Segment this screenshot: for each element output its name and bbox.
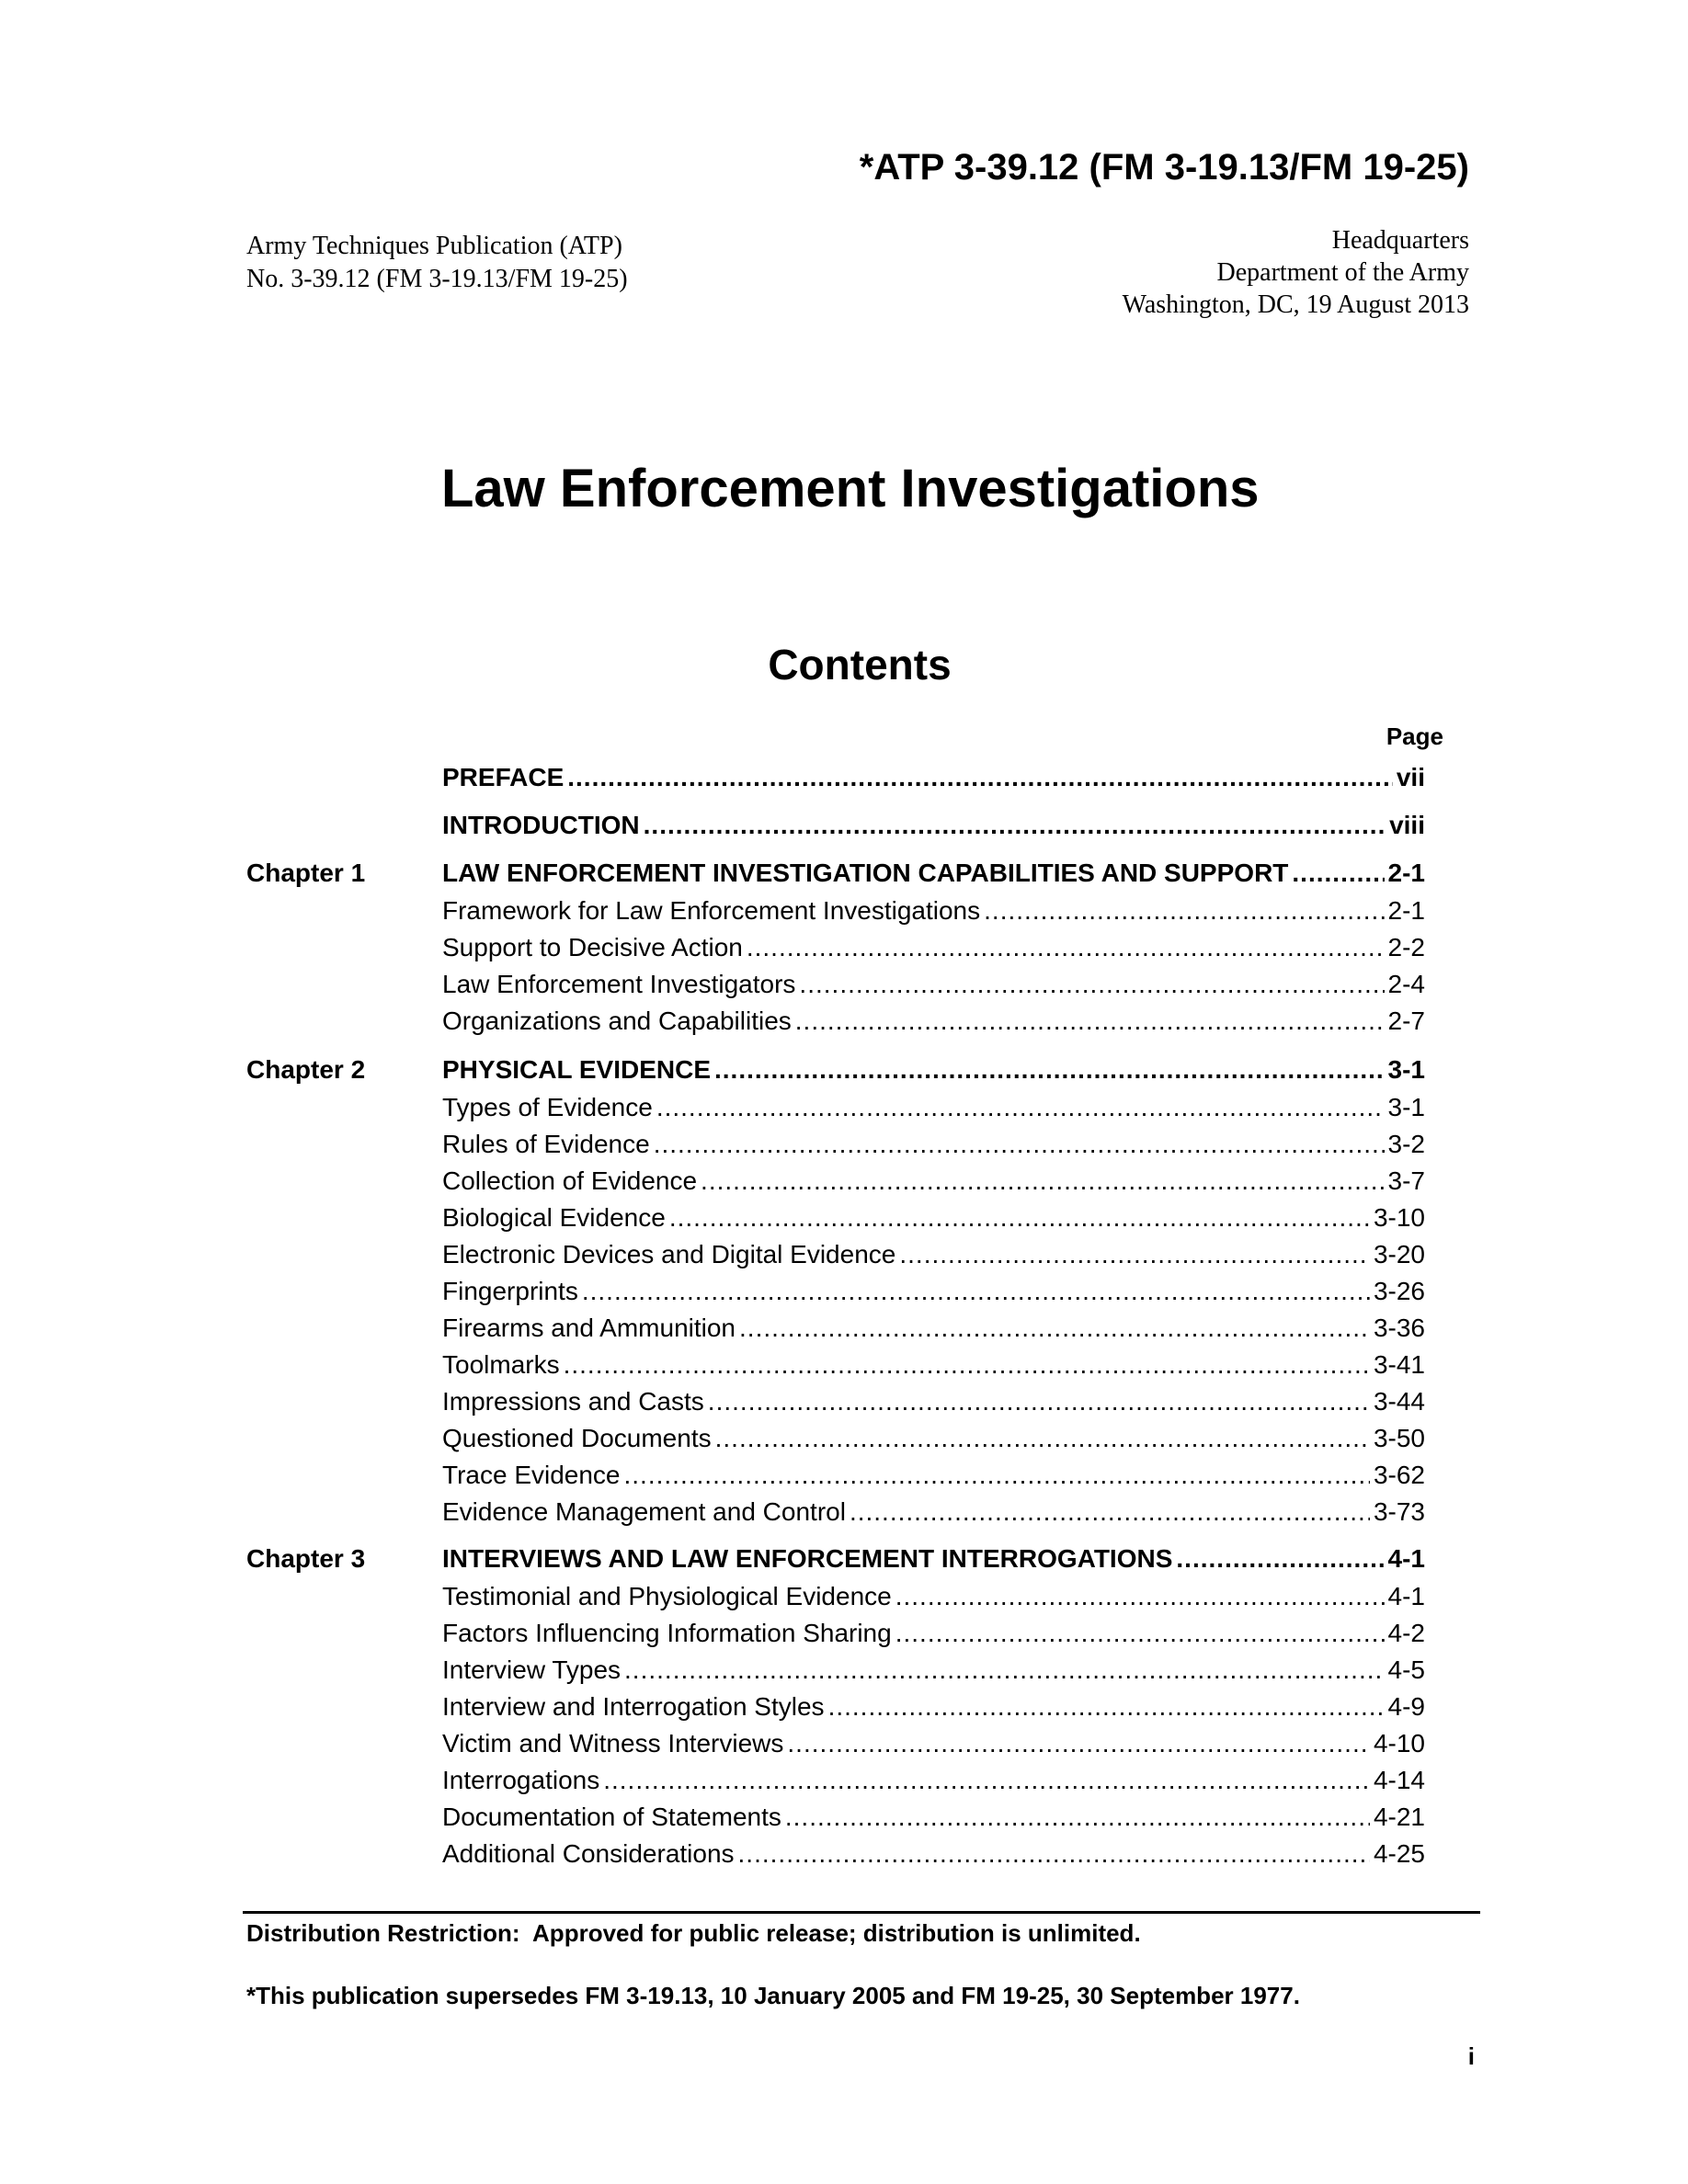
dot-leader xyxy=(739,1310,1370,1347)
toc-entry-page: 2-4 xyxy=(1387,970,1425,998)
toc-entry-page: 3-36 xyxy=(1373,1314,1425,1342)
toc-section-entry[interactable] xyxy=(442,1799,1425,1836)
toc-entry-page: 3-44 xyxy=(1373,1387,1425,1416)
dot-leader xyxy=(714,1052,1385,1088)
dot-leader xyxy=(669,1200,1370,1236)
toc-entry-title: Interrogations xyxy=(442,1766,600,1794)
toc-section-entry[interactable] xyxy=(442,1310,1425,1347)
contents-heading: Contents xyxy=(768,641,952,688)
dot-leader xyxy=(701,1163,1384,1200)
toc-entry-title: Framework for Law Enforcement Investigations xyxy=(442,896,981,925)
issuing-authority-block xyxy=(1123,224,1469,321)
toc-entry-page: 2-7 xyxy=(1387,1007,1425,1035)
toc-entry-title: Factors Influencing Information Sharing xyxy=(442,1619,892,1647)
toc-entry-title: Additional Considerations xyxy=(442,1839,735,1868)
toc-section-entry[interactable] xyxy=(442,1652,1425,1689)
dot-leader xyxy=(656,1089,1385,1126)
toc-entry-title: Firearms and Ammunition xyxy=(442,1314,736,1342)
chapter-label: Chapter 2 xyxy=(246,1055,366,1084)
toc-entry-title: INTRODUCTION xyxy=(442,811,640,839)
toc-entry-title: Law Enforcement Investigators xyxy=(442,970,796,998)
toc-section-entry[interactable] xyxy=(442,1615,1425,1652)
toc-entry-page: 3-26 xyxy=(1373,1277,1425,1305)
chapter-label: Chapter 3 xyxy=(246,1544,366,1573)
dot-leader xyxy=(1292,855,1384,892)
toc-entry-title: Collection of Evidence xyxy=(442,1166,698,1195)
toc-entry-page: 3-50 xyxy=(1373,1424,1425,1452)
dot-leader xyxy=(850,1494,1370,1530)
toc-entry-page: 2-1 xyxy=(1387,859,1425,887)
page-number: i xyxy=(1467,2042,1475,2070)
toc-entry-page: 4-1 xyxy=(1387,1544,1425,1573)
toc-entry-title: Types of Evidence xyxy=(442,1093,653,1121)
toc-entry-title: Interview Types xyxy=(442,1655,622,1684)
toc-entry-page: 3-41 xyxy=(1373,1350,1425,1379)
dot-leader xyxy=(582,1273,1370,1310)
toc-section-entry[interactable] xyxy=(442,1273,1425,1310)
toc-entry-title: PHYSICAL EVIDENCE xyxy=(442,1055,711,1084)
page-column-label: Page xyxy=(1386,722,1443,750)
toc-section-entry[interactable] xyxy=(442,1578,1425,1615)
toc-section-entry[interactable] xyxy=(442,1003,1425,1040)
toc-chapter-entry[interactable] xyxy=(442,1052,1425,1088)
toc-section-entry[interactable] xyxy=(442,929,1425,966)
toc-section-entry[interactable] xyxy=(442,1163,1425,1200)
toc-entry-title: Impressions and Casts xyxy=(442,1387,704,1416)
toc-entry-page: 3-1 xyxy=(1387,1055,1425,1084)
toc-entry-page: viii xyxy=(1389,811,1425,839)
toc-front-matter-entry[interactable] xyxy=(442,759,1425,796)
toc-entry-title: Interview and Interrogation Styles xyxy=(442,1692,825,1721)
publication-type-line: Army Techniques Publication (ATP) xyxy=(246,232,622,260)
toc-entry-title: Biological Evidence xyxy=(442,1203,666,1232)
toc-entry-title: INTERVIEWS AND LAW ENFORCEMENT INTERROGATIONS xyxy=(442,1544,1173,1573)
dot-leader xyxy=(603,1762,1370,1799)
dot-leader xyxy=(654,1126,1385,1163)
dot-leader xyxy=(644,807,1386,844)
toc-entry-title: Organizations and Capabilities xyxy=(442,1007,792,1035)
toc-entry-page: 2-2 xyxy=(1387,933,1425,961)
toc-section-entry[interactable] xyxy=(442,1383,1425,1420)
toc-entry-page: 2-1 xyxy=(1387,896,1425,925)
dot-leader xyxy=(828,1689,1385,1725)
toc-section-entry[interactable] xyxy=(442,1236,1425,1273)
dot-leader xyxy=(787,1725,1370,1762)
toc-section-entry[interactable] xyxy=(442,1836,1425,1872)
toc-entry-title: Documentation of Statements xyxy=(442,1803,781,1831)
headquarters-line: Headquarters xyxy=(1331,226,1469,255)
chapter-label: Chapter 1 xyxy=(246,859,366,887)
toc-entry-page: 3-10 xyxy=(1373,1203,1425,1232)
dot-leader xyxy=(624,1457,1370,1494)
publication-number-line: No. 3-39.12 (FM 3-19.13/FM 19-25) xyxy=(246,265,628,293)
toc-entry-title: Support to Decisive Action xyxy=(442,933,743,961)
toc-section-entry[interactable] xyxy=(442,1494,1425,1530)
toc-entry-page: 4-2 xyxy=(1387,1619,1425,1647)
toc-entry-page: 3-73 xyxy=(1373,1497,1425,1526)
toc-entry-page: 3-2 xyxy=(1387,1130,1425,1158)
toc-entry-title: Rules of Evidence xyxy=(442,1130,650,1158)
dot-leader xyxy=(895,1578,1385,1615)
supersedes-note: *This publication supersedes FM 3-19.13, 10 January 2005 and FM 19-25, 30 September 1977. xyxy=(246,1982,1300,2009)
toc-entry-title: Evidence Management and Control xyxy=(442,1497,846,1526)
toc-section-entry[interactable] xyxy=(442,1126,1425,1163)
dot-leader xyxy=(895,1615,1385,1652)
dot-leader xyxy=(624,1652,1385,1689)
toc-chapter-entry[interactable] xyxy=(442,1541,1425,1577)
toc-entry-page: 3-62 xyxy=(1373,1461,1425,1489)
toc-entry-title: Toolmarks xyxy=(442,1350,560,1379)
location-date-line: Washington, DC, 19 August 2013 xyxy=(1122,290,1469,319)
toc-entry-page: 4-10 xyxy=(1373,1729,1425,1757)
toc-section-entry[interactable] xyxy=(442,1689,1425,1725)
toc-section-entry[interactable] xyxy=(442,1725,1425,1762)
dot-leader xyxy=(795,1003,1385,1040)
toc-entry-title: Trace Evidence xyxy=(442,1461,621,1489)
toc-chapter-entry[interactable] xyxy=(442,855,1425,892)
toc-section-entry[interactable] xyxy=(442,966,1425,1003)
dot-leader xyxy=(899,1236,1370,1273)
publication-number-block xyxy=(246,230,628,296)
toc-entry-title: LAW ENFORCEMENT INVESTIGATION CAPABILITIES AND SUPPORT xyxy=(442,859,1289,887)
toc-section-entry[interactable] xyxy=(442,1762,1425,1799)
toc-entry-title: Testimonial and Physiological Evidence xyxy=(442,1582,892,1610)
toc-entry-page: 4-25 xyxy=(1373,1839,1425,1868)
toc-section-entry[interactable] xyxy=(442,1089,1425,1126)
dot-leader xyxy=(708,1383,1370,1420)
department-line: Department of the Army xyxy=(1216,258,1469,287)
toc-section-entry[interactable] xyxy=(442,893,1425,929)
toc-entry-page: 4-9 xyxy=(1387,1692,1425,1721)
dot-leader xyxy=(564,1347,1370,1383)
dot-leader xyxy=(799,966,1384,1003)
toc-section-entry[interactable] xyxy=(442,1347,1425,1383)
dot-leader xyxy=(738,1836,1370,1872)
dot-leader xyxy=(747,929,1385,966)
toc-entry-page: 3-1 xyxy=(1387,1093,1425,1121)
toc-entry-page: 4-21 xyxy=(1373,1803,1425,1831)
dot-leader xyxy=(984,893,1384,929)
toc-entry-title: PREFACE xyxy=(442,763,565,791)
document-title: Law Enforcement Investigations xyxy=(441,459,1260,518)
toc-entry-page: 3-7 xyxy=(1387,1166,1425,1195)
footer-divider xyxy=(243,1911,1480,1914)
dot-leader xyxy=(785,1799,1370,1836)
toc-entry-title: Victim and Witness Interviews xyxy=(442,1729,784,1757)
toc-entry-page: 4-1 xyxy=(1387,1582,1425,1610)
dot-leader xyxy=(715,1420,1370,1457)
toc-entry-page: vii xyxy=(1396,763,1425,791)
distribution-restriction: Distribution Restriction: Approved for public release; distribution is unlimited. xyxy=(246,1919,1141,1947)
toc-front-matter-entry[interactable] xyxy=(442,807,1425,844)
toc-section-entry[interactable] xyxy=(442,1457,1425,1494)
toc-section-entry[interactable] xyxy=(442,1200,1425,1236)
toc-entry-page: 4-14 xyxy=(1373,1766,1425,1794)
toc-entry-page: 4-5 xyxy=(1387,1655,1425,1684)
toc-entry-title: Fingerprints xyxy=(442,1277,578,1305)
toc-section-entry[interactable] xyxy=(442,1420,1425,1457)
toc-entry-title: Electronic Devices and Digital Evidence xyxy=(442,1240,896,1268)
toc-entry-page: 3-20 xyxy=(1373,1240,1425,1268)
dot-leader xyxy=(1176,1541,1384,1577)
dot-leader xyxy=(567,759,1393,796)
toc-entry-title: Questioned Documents xyxy=(442,1424,712,1452)
publication-id: *ATP 3-39.12 (FM 3-19.13/FM 19-25) xyxy=(859,147,1469,188)
